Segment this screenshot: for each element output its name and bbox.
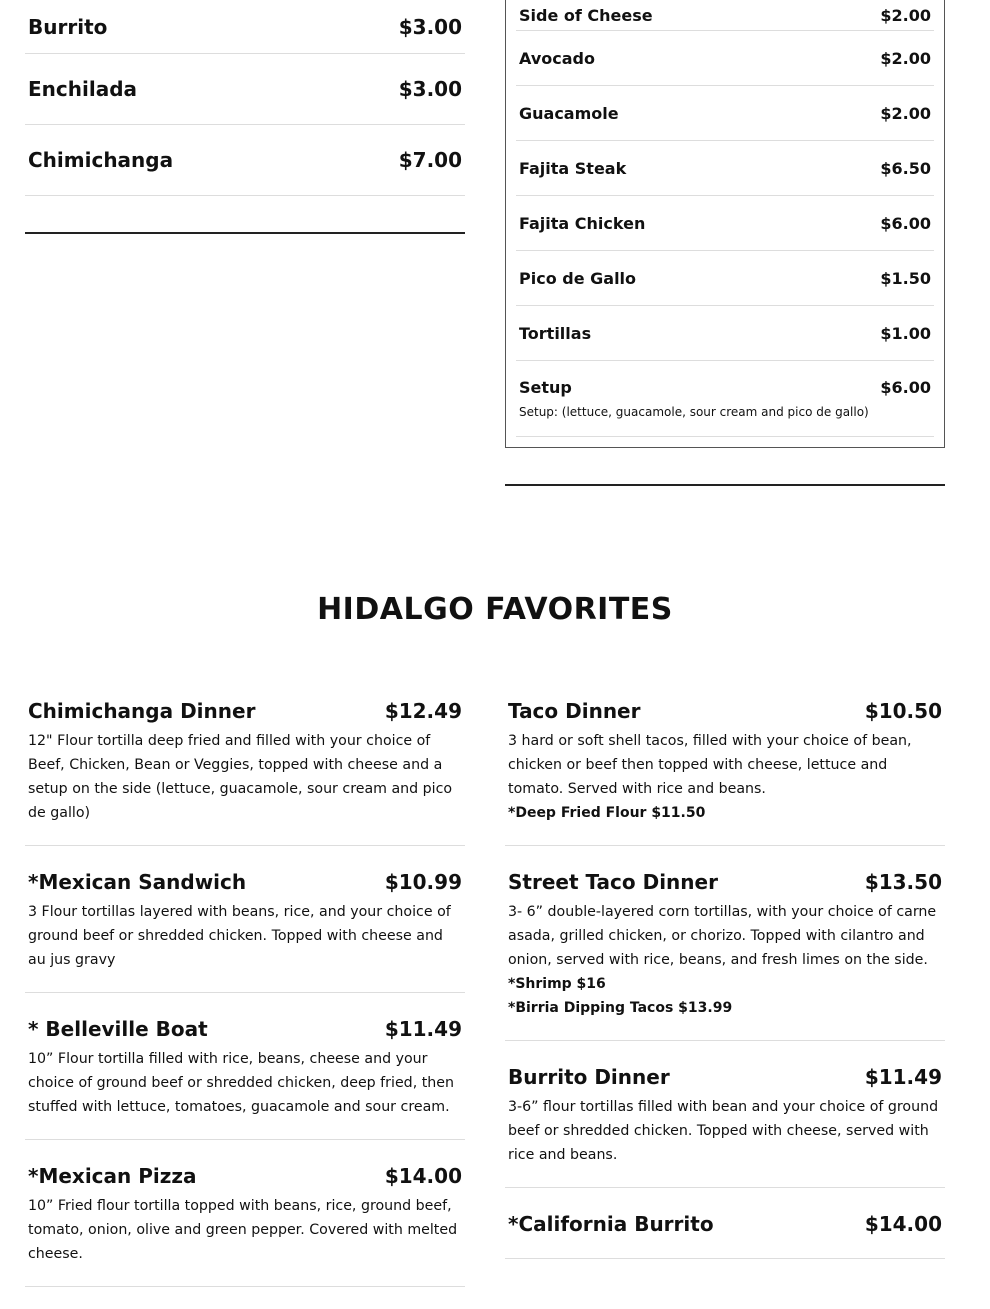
section-title: HIDALGO FAVORITES xyxy=(317,592,673,627)
item-description: 3- 6” double-layered corn tortillas, with your choice of carne asada, grilled chicken, or chorizo. Topped with cilantro and onion, served with rice, beans, and fresh limes on the side. xyxy=(508,904,937,968)
addons-box xyxy=(505,0,945,448)
item-price: $6.00 xyxy=(880,213,931,233)
favorite-item xyxy=(505,868,945,1041)
addon-item xyxy=(516,251,934,306)
item-note: *Shrimp $16 xyxy=(508,976,606,992)
item-price: $11.49 xyxy=(864,1065,942,1089)
item-name: Chimichanga Dinner xyxy=(28,699,256,723)
item-price: $2.00 xyxy=(880,6,931,25)
item-price: $1.00 xyxy=(880,323,931,343)
item-name: Avocado xyxy=(519,48,595,68)
item-name: Fajita Chicken xyxy=(519,213,646,233)
favorite-item xyxy=(505,1063,945,1188)
item-description: 3 Flour tortillas layered with beans, rice, and your choice of ground beef or shredded chicken. Topped with cheese and au jus gravy xyxy=(28,904,451,968)
item-name: Burrito xyxy=(28,14,108,39)
addon-item xyxy=(516,0,934,31)
section-divider xyxy=(505,448,945,486)
item-name: *California Burrito xyxy=(508,1212,714,1236)
addon-item xyxy=(516,306,934,361)
item-name: * Belleville Boat xyxy=(28,1017,208,1041)
section-divider xyxy=(25,196,465,234)
item-price: $1.50 xyxy=(880,268,931,288)
item-price: $6.00 xyxy=(880,378,931,397)
item-name: Taco Dinner xyxy=(508,699,641,723)
item-name: Burrito Dinner xyxy=(508,1065,670,1089)
favorite-item xyxy=(25,1162,465,1287)
item-price: $2.00 xyxy=(880,48,931,68)
item-price: $7.00 xyxy=(398,148,462,172)
item-name: Chimichanga xyxy=(28,148,174,172)
item-price: $6.50 xyxy=(880,158,931,178)
favorite-item xyxy=(25,1015,465,1140)
favorite-item xyxy=(25,697,465,846)
item-description: 3 hard or soft shell tacos, filled with your choice of bean, chicken or beef then topped with cheese, lettuce and tomato. Served with rice and beans. xyxy=(508,733,912,797)
item-description: 3-6” flour tortillas filled with bean and your choice of ground beef or shredded chicken. Topped with cheese, served with rice and beans. xyxy=(508,1099,939,1163)
favorite-item xyxy=(505,1210,945,1259)
item-list-left xyxy=(25,0,465,234)
item-name: Fajita Steak xyxy=(519,158,627,178)
setup-note: Setup: (lettuce, guacamole, sour cream and pico de gallo) xyxy=(519,405,869,419)
menu-item-chimichanga xyxy=(25,125,465,196)
item-name: *Mexican Sandwich xyxy=(28,870,247,894)
favorite-item xyxy=(505,697,945,846)
item-name: Side of Cheese xyxy=(519,6,653,25)
item-price: $10.50 xyxy=(864,699,942,723)
item-name: *Mexican Pizza xyxy=(28,1164,197,1188)
item-price: $13.50 xyxy=(864,870,942,894)
addon-item xyxy=(516,141,934,196)
item-description: 12" Flour tortilla deep fried and filled with your choice of Beef, Chicken, Bean or Veggies, topped with cheese and a setup on the side (lettuce, guacamole, sour cream and pico de gallo) xyxy=(28,733,453,821)
item-price: $14.00 xyxy=(864,1212,942,1236)
addon-item xyxy=(516,86,934,141)
item-note: *Deep Fried Flour $11.50 xyxy=(508,805,706,821)
item-description: 10” Fried flour tortilla topped with beans, rice, ground beef, tomato, onion, olive and green pepper. Covered with melted cheese. xyxy=(28,1198,458,1262)
menu-item-enchilada xyxy=(25,54,465,125)
menu-item-burrito xyxy=(25,0,465,54)
item-description: 10” Flour tortilla filled with rice, beans, cheese and your choice of ground beef or shredded chicken, deep fried, then stuffed with lettuce, tomatoes, guacamole and sour cream. xyxy=(28,1051,454,1115)
item-name: Pico de Gallo xyxy=(519,268,637,288)
item-price: $3.00 xyxy=(398,14,462,39)
favorites-left xyxy=(25,697,465,1309)
item-price: $10.99 xyxy=(384,870,462,894)
item-note: *Birria Dipping Tacos $13.99 xyxy=(508,1000,733,1016)
item-name: Guacamole xyxy=(519,103,619,123)
item-price: $14.00 xyxy=(384,1164,462,1188)
addons-list xyxy=(505,0,945,486)
item-name: Setup xyxy=(519,378,572,397)
favorite-item xyxy=(25,868,465,993)
addon-item-setup xyxy=(516,361,934,437)
item-price: $11.49 xyxy=(384,1017,462,1041)
item-price: $2.00 xyxy=(880,103,931,123)
favorites-right xyxy=(505,697,945,1281)
item-price: $3.00 xyxy=(398,77,462,101)
addon-item xyxy=(516,31,934,86)
addon-item xyxy=(516,196,934,251)
item-name: Street Taco Dinner xyxy=(508,870,718,894)
item-name: Enchilada xyxy=(28,77,138,101)
item-price: $12.49 xyxy=(384,699,462,723)
item-name: Tortillas xyxy=(519,323,592,343)
